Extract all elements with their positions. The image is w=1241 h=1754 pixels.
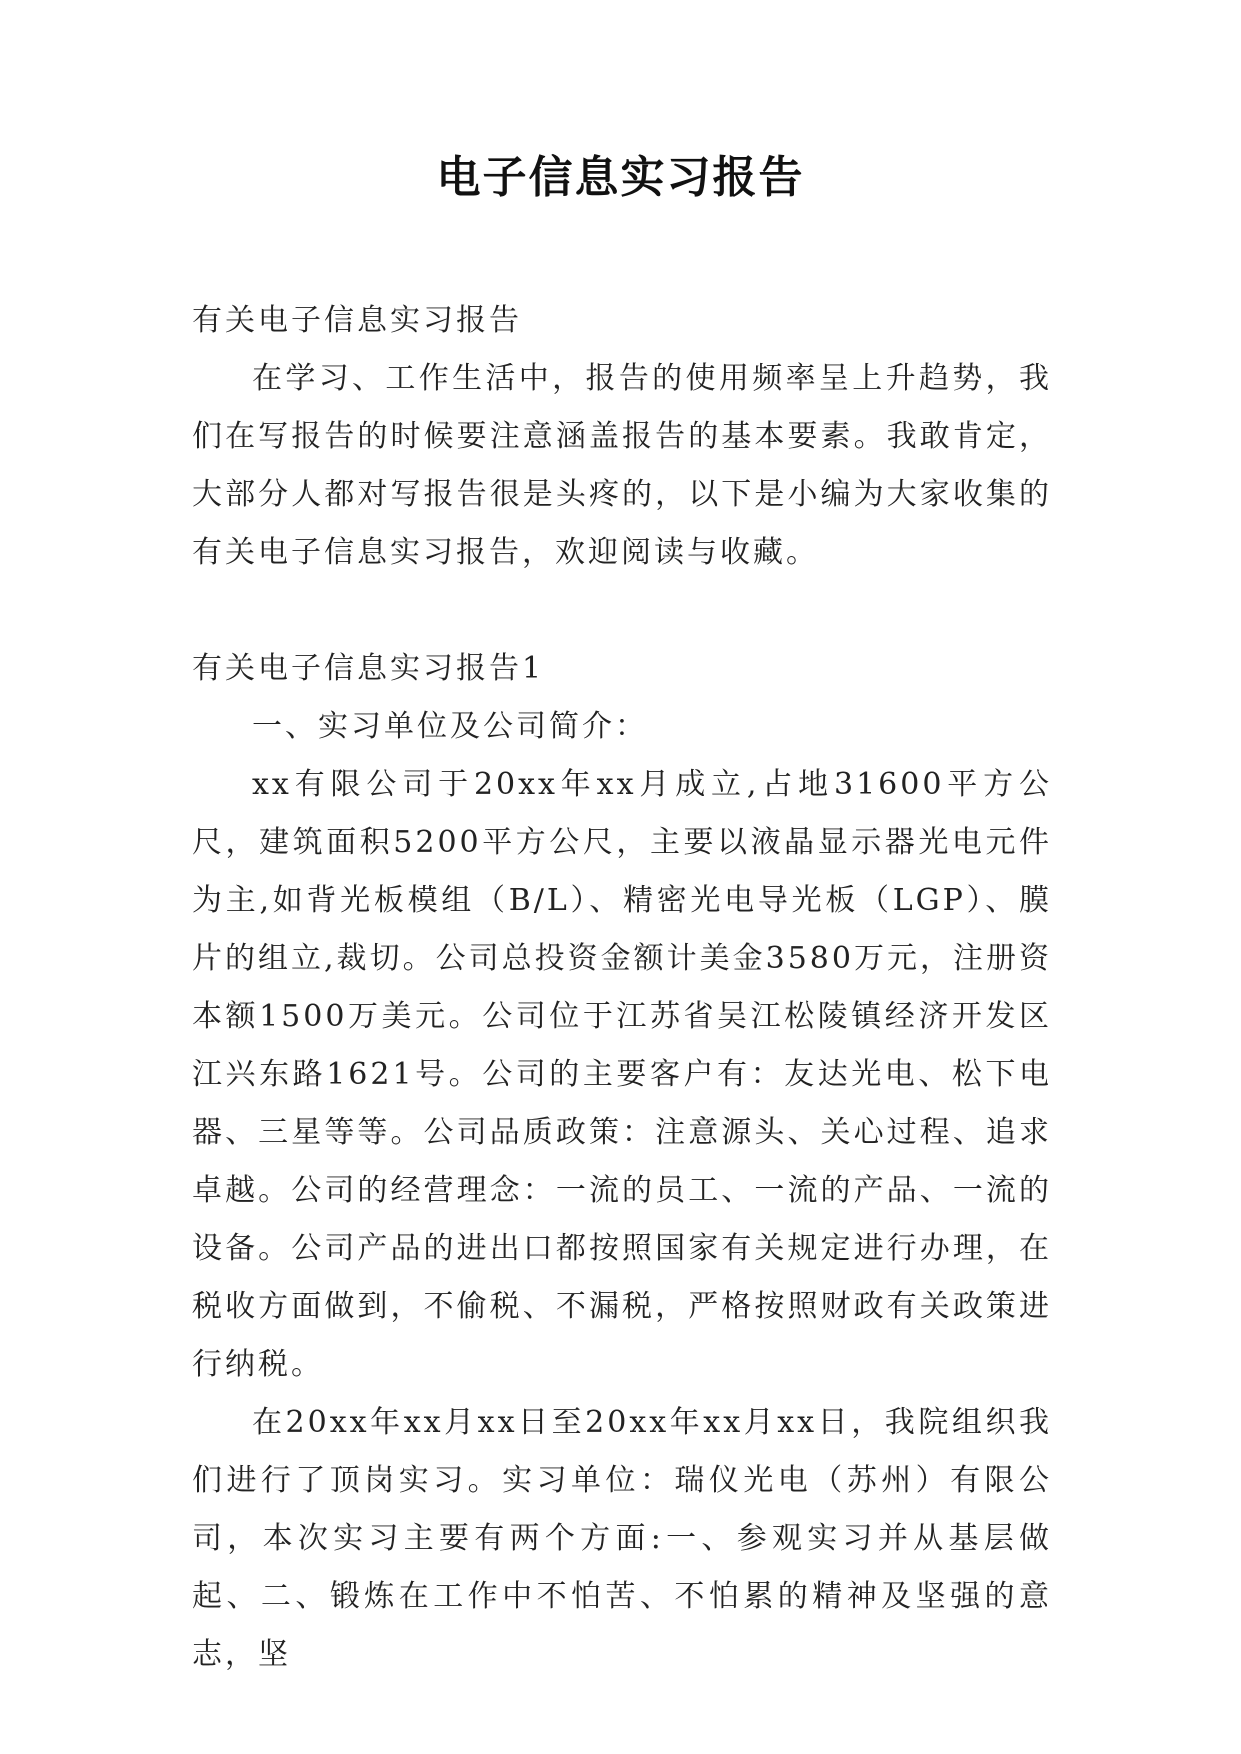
section-heading: 有关电子信息实习报告1 [192,651,545,686]
paragraph-spacer [192,582,1052,640]
intro-heading: 有关电子信息实习报告 [192,303,522,338]
document-title: 电子信息实习报告 [436,152,805,203]
document-body [192,292,1052,1684]
company-intro-paragraph: xx有限公司于20xx年xx月成立,占地31600平方公尺，建筑面积5200平方公尺，主要以液晶显示器光电元件为主,如背光板模组（B/L）、精密光电导光板（LGP）、膜片的组立,裁切。公司总投资金额计美金3580万元，注册资本额1500万美元。公司位于江苏省吴江松陵镇经济开发区江兴东路1621号。公司的主要客户有：友达光电、松下电器、三星等等。公司品质政策：注意源头、关心过程、追求卓越。公司的经营理念：一流的员工、一流的产品、一流的设备。公司产品的进出口都按照国家有关规定进行办理，在税收方面做到，不偷税、不漏税，严格按照财政有关政策进行纳税。 [192,767,1052,1382]
intro-paragraph: 在学习、工作生活中，报告的使用频率呈上升趋势，我们在写报告的时候要注意涵盖报告的基本要素。我敢肯定，大部分人都对写报告很是头疼的，以下是小编为大家收集的有关电子信息实习报告，欢迎阅读与收藏。 [192,361,1052,570]
section-subheading: 一、实习单位及公司简介： [252,709,648,744]
internship-paragraph: 在20xx年xx月xx日至20xx年xx月xx日，我院组织我们进行了顶岗实习。实习单位：瑞仪光电（苏州）有限公司，本次实习主要有两个方面:一、参观实习并从基层做起、二、锻炼在工作中不怕苦、不怕累的精神及坚强的意志，坚 [192,1405,1052,1672]
